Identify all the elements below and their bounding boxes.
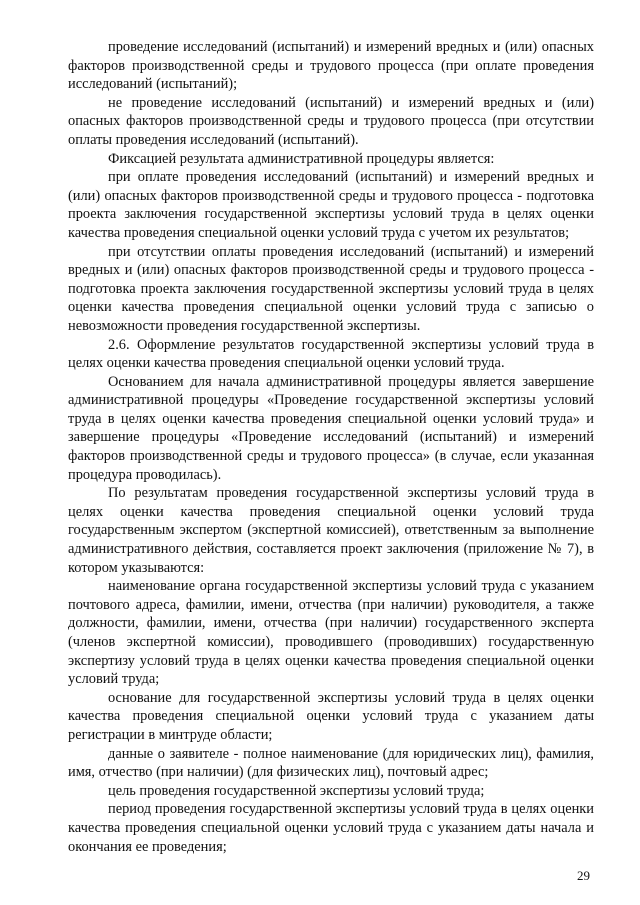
document-body xyxy=(68,38,594,856)
list-item-applicant-data: данные о заявителе - полное наименование (для юридических лиц), фамилия, имя, отчество (при наличии) (для физических лиц), почтовый адрес; xyxy=(68,745,594,781)
paragraph-draft-conclusion: По результатам проведения государственной экспертизы условий труда в целях оценки качества проведения специальной оценки условий труда государственным экспертом (экспертной комиссией), ответственным за выполнение административного действия, составляется проект заключения (приложение № 7), в котором указываются: xyxy=(68,485,594,576)
paragraph-fixation-unpaid: при отсутствии оплаты проведения исследований (испытаний) и измерений вредных и (или) опасных факторов производственной среды и трудового процесса - подготовка проекта заключения государственной экспертизы условий труда в целях оценки качества проведения специальной оценки условий труда с записью о невозможности проведения государственной экспертизы. xyxy=(68,243,594,334)
list-item-expertise-basis: основание для государственной экспертизы условий труда в целях оценки качества проведения специальной оценки условий труда с указанием даты регистрации в минтруде области; xyxy=(68,689,594,743)
list-item-expertise-purpose: цель проведения государственной экспертизы условий труда; xyxy=(108,782,485,799)
paragraph-procedure-basis: Основанием для начала административной процедуры является завершение административной процедуры «Проведение государственной экспертизы условий труда в целях оценки качества проведения специальной оценки условий труда» и завершение процедуры «Проведение исследований (испытаний) и измерений факторов производственной среды и трудового процесса» (в случае, если указанная процедура проводилась). xyxy=(68,373,594,483)
paragraph-fixation-heading: Фиксацией результата административной процедуры является: xyxy=(108,150,495,167)
list-item-authority-name: наименование органа государственной экспертизы условий труда с указанием почтового адреса, фамилии, имени, отчества (при наличии) руководителя, а также должности, фамилии, имени, отчества (при наличии) государственного эксперта (членов экспертной комиссии), проводившего (проводивших) государственную экспертизу условий труда в целях оценки качества проведения специальной оценки условий труда; xyxy=(68,578,594,688)
list-item-expertise-period: период проведения государственной экспертизы условий труда в целях оценки качества проведения специальной оценки условий труда с указанием даты начала и окончания ее проведения; xyxy=(68,801,594,855)
page-number: 29 xyxy=(577,868,590,883)
paragraph-fixation-paid: при оплате проведения исследований (испытаний) и измерений вредных и (или) опасных факторов производственной среды и трудового процесса - подготовка проекта заключения государственной экспертизы условий труда в целях оценки качества проведения специальной оценки условий труда с учетом их результатов; xyxy=(68,169,594,241)
paragraph-research-conducted: проведение исследований (испытаний) и измерений вредных и (или) опасных факторов производственной среды и трудового процесса (при оплате проведения исследований (испытаний); xyxy=(68,39,594,93)
section-heading-2-6: 2.6. Оформление результатов государственной экспертизы условий труда в целях оценки качества проведения специальной оценки условий труда. xyxy=(68,336,594,372)
paragraph-research-not-conducted: не проведение исследований (испытаний) и измерений вредных и (или) опасных факторов производственной среды и трудового процесса (при отсутствии оплаты проведения исследований (испытаний). xyxy=(68,94,594,148)
